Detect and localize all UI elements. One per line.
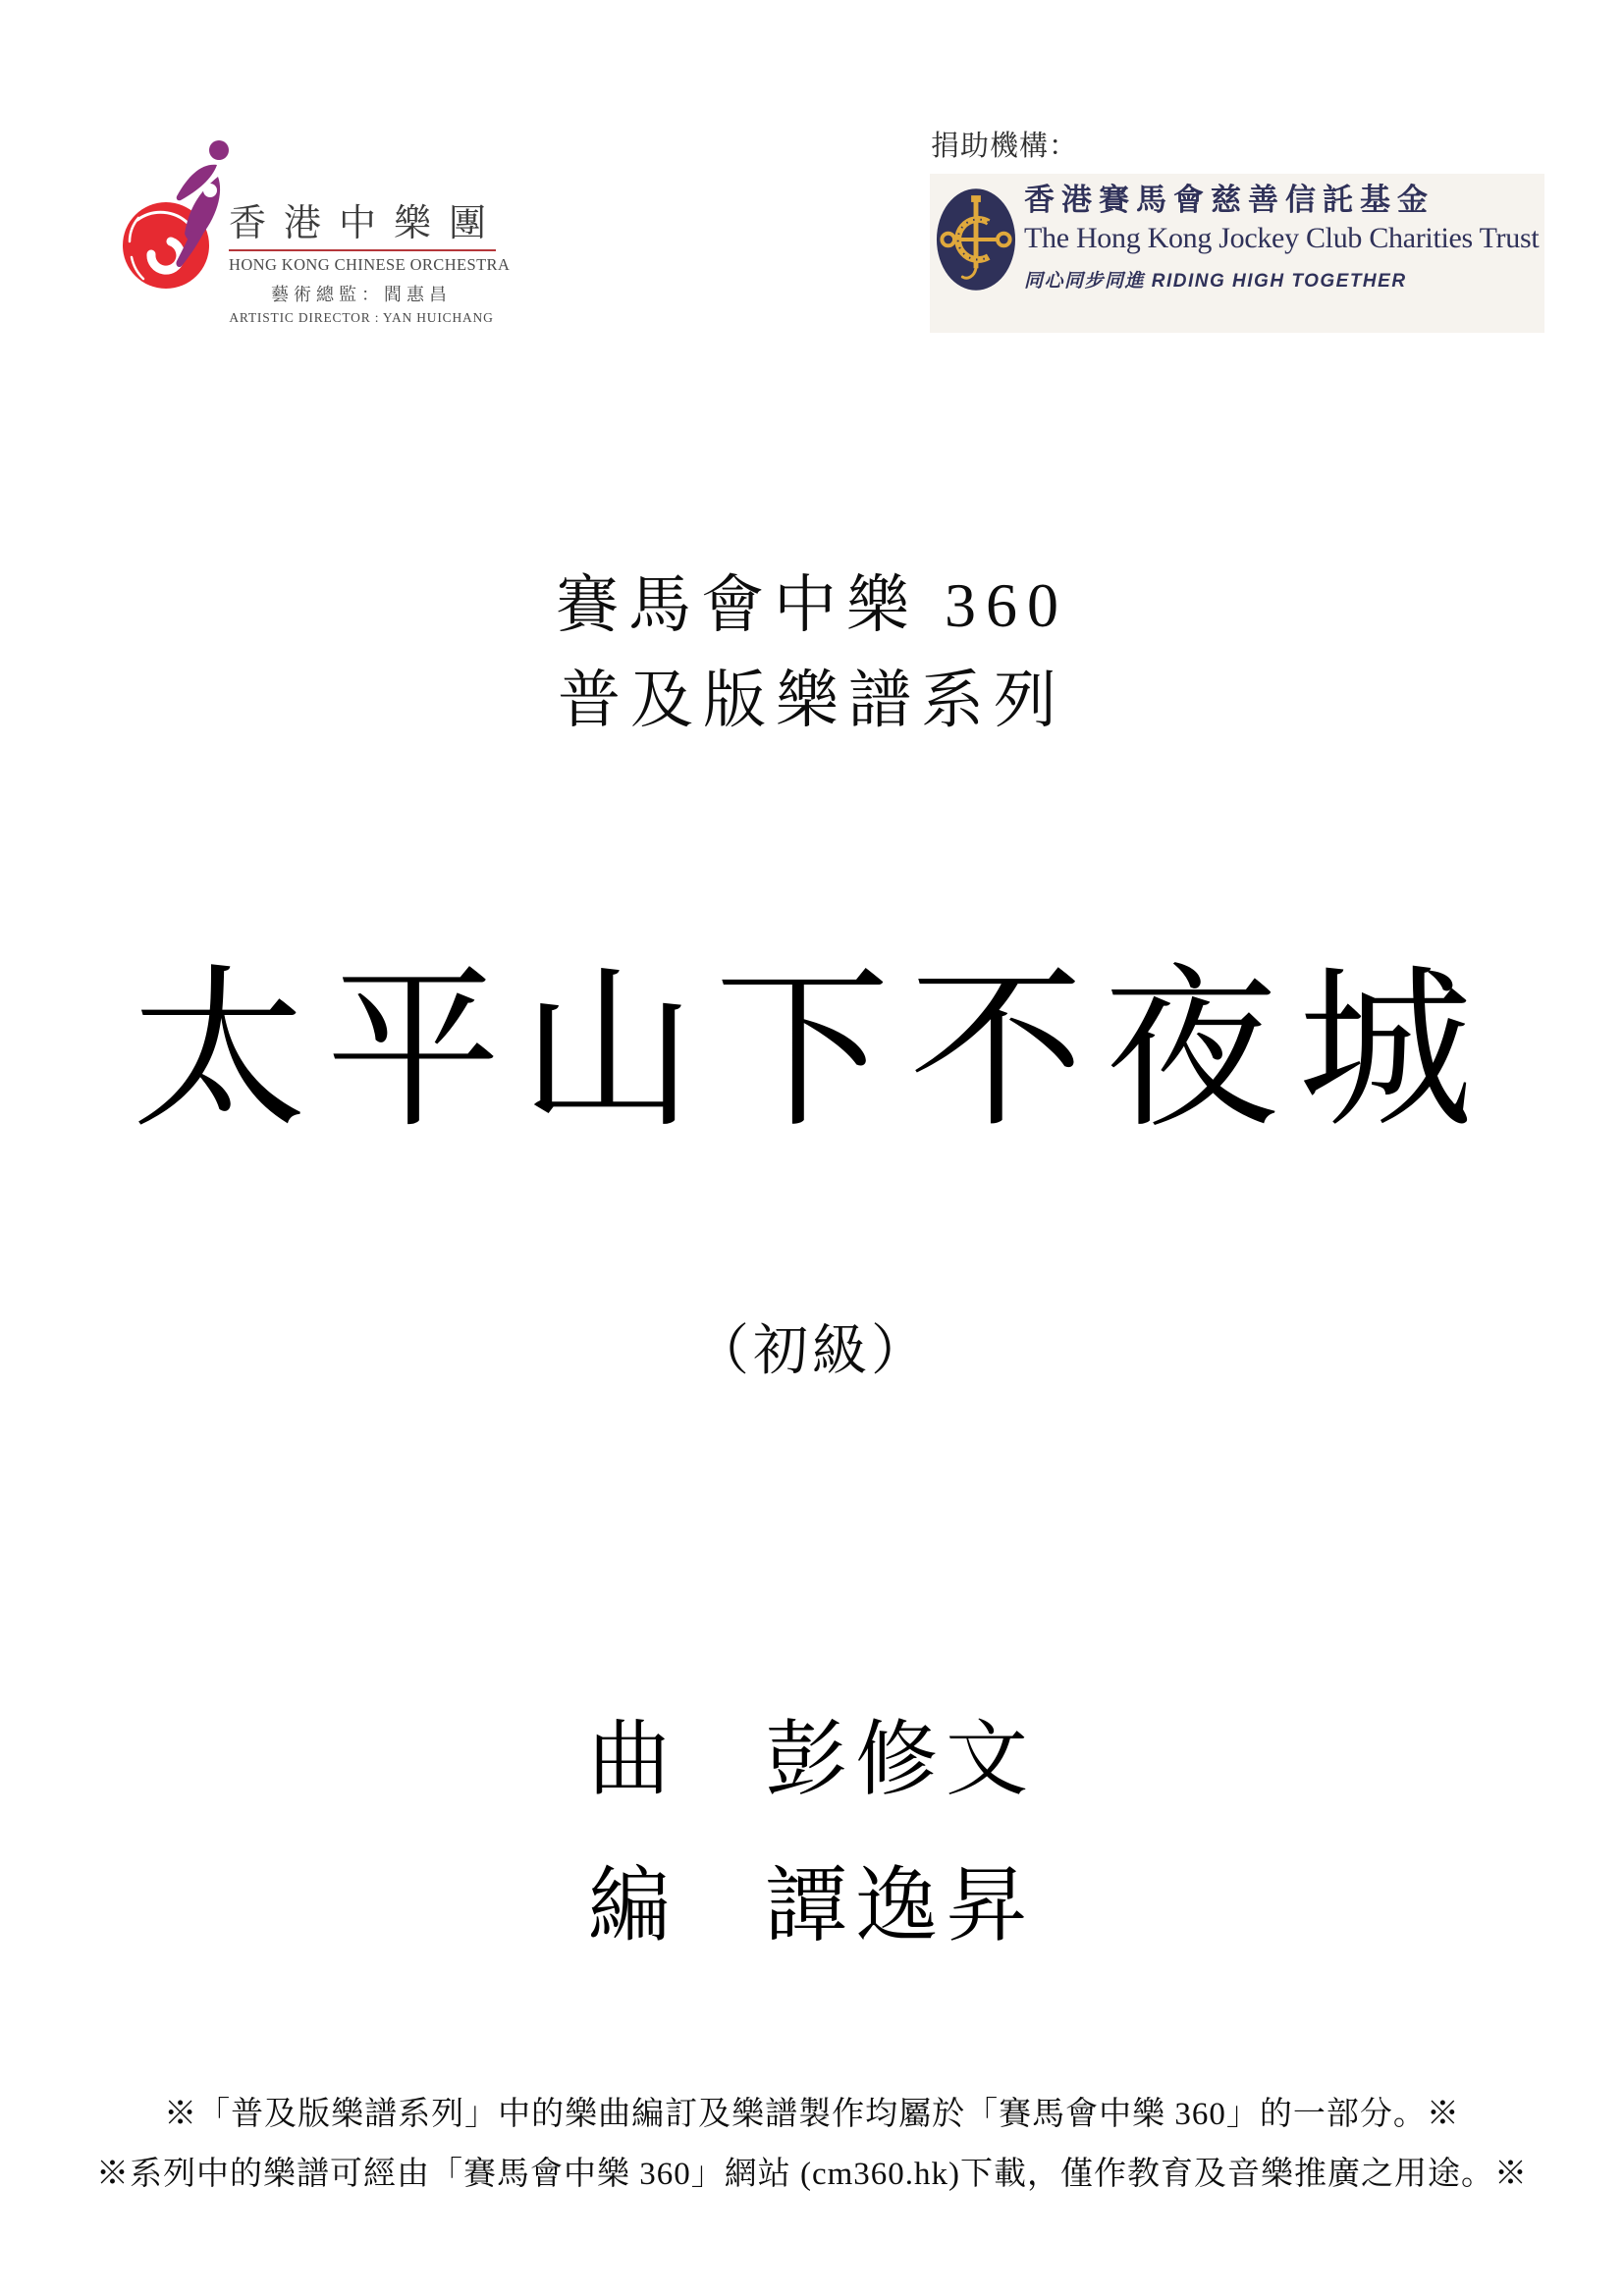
- hkco-name-zh: 香港中樂團: [229, 204, 496, 251]
- jockey-club-tagline: 同心同步同進 RIDING HIGH TOGETHER: [1024, 271, 1407, 293]
- footer-note-1: ※「普及版樂譜系列」中的樂曲編訂及樂譜製作均屬於「賽馬會中樂 360」的一部分。※: [164, 2097, 1460, 2132]
- composer-name: 彭修文: [765, 1715, 1037, 1806]
- jockey-club-logo-icon: [936, 187, 1016, 293]
- hkco-name-block: [229, 203, 511, 275]
- hkco-name-en: HONG KONG CHINESE ORCHESTRA: [229, 254, 511, 274]
- hkco-director-block: [214, 285, 509, 326]
- series-line-2: 普及版樂譜系列: [558, 666, 1066, 735]
- arranger-role-label: 編: [587, 1861, 671, 1952]
- jockey-club-name-zh: 香港賽馬會慈善信託基金: [1024, 183, 1435, 217]
- series-line-1: 賽馬會中樂 360: [556, 570, 1068, 640]
- piece-title: 太平山下不夜城: [132, 954, 1492, 1148]
- hkco-director-en: ARTISTIC DIRECTOR : YAN HUICHANG: [229, 309, 494, 325]
- donor-label: 捐助機構：: [931, 131, 1079, 162]
- jockey-club-panel: [930, 174, 1544, 333]
- credit-row-composer: [0, 1715, 1624, 1806]
- composer-role-label: 曲: [587, 1715, 671, 1806]
- credit-row-arranger: [0, 1861, 1624, 1952]
- credits-block: [0, 1715, 1624, 1952]
- hkco-director-zh: 藝術總監：閻惠昌: [271, 285, 452, 304]
- arranger-name: 譚逸昇: [765, 1861, 1037, 1952]
- jockey-club-text-block: [1024, 184, 1540, 293]
- series-heading: [0, 570, 1624, 735]
- piece-level: （初級）: [694, 1321, 930, 1382]
- jockey-club-name-en: The Hong Kong Jockey Club Charities Trust: [1024, 222, 1540, 255]
- footer-note-2: ※系列中的樂譜可經由「賽馬會中樂 360」網站 (cm360.hk)下載，僅作教育及音樂推廣之用途。※: [95, 2157, 1529, 2192]
- footer-notes: [0, 2099, 1624, 2191]
